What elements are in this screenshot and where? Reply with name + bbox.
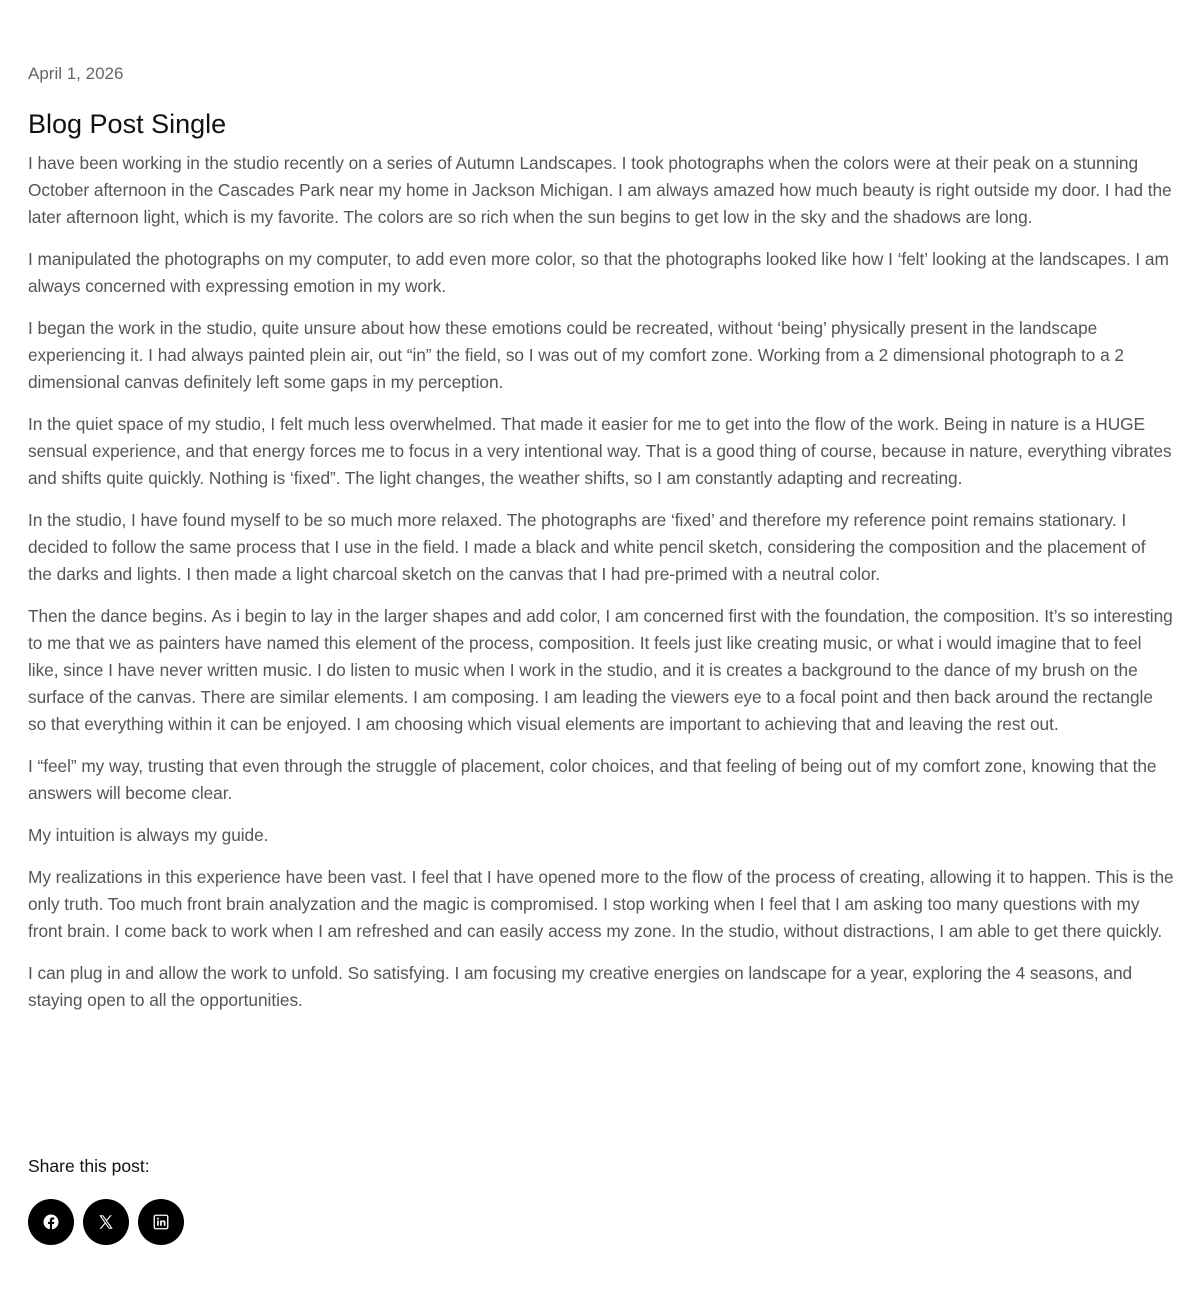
share-label: Share this post: — [28, 1156, 150, 1176]
post-paragraph: My realizations in this experience have been vast. I feel that I have opened more to the flow of the process of creating, allowing it to happen. This is the only truth. Too much front brain analyzation and the magic is compromised. I stop working when I feel that I am asking too many questions with my front brain. I come back to work when I am refreshed and can easily access my zone. In the studio, without distractions, I am able to get there quickly. — [28, 867, 1174, 941]
post-date: April 1, 2026 — [28, 64, 124, 83]
blog-post — [28, 64, 1174, 1029]
post-paragraph: My intuition is always my guide. — [28, 825, 269, 845]
post-body — [28, 150, 1174, 1014]
x-icon — [97, 1213, 115, 1231]
post-paragraph: Then the dance begins. As i begin to lay in the larger shapes and add color, I am concerned first with the foundation, the composition. It’s so interesting to me that we as painters have named this element of the process, composition. It feels just like creating music, or what i would imagine that to feel like, since I have never written music. I do listen to music when I work in the studio, and it is creates a background to the dance of my brush on the surface of the canvas. There are similar elements. I am composing. I am leading the viewers eye to a focal point and then back around the rectangle so that everything within it can be enjoyed. I am choosing which visual elements are important to achieving that and leaving the rest out. — [28, 606, 1173, 734]
share-x-button[interactable] — [83, 1199, 129, 1245]
share-facebook-button[interactable] — [28, 1199, 74, 1245]
post-paragraph: In the quiet space of my studio, I felt much less overwhelmed. That made it easier for me to get into the flow of the work. Being in nature is a HUGE sensual experience, and that energy forces me to focus in a very intentional way. That is a good thing of course, because in nature, everything vibrates and shifts quite quickly. Nothing is ‘fixed”. The light changes, the weather shifts, so I am constantly adapting and recreating. — [28, 414, 1172, 488]
post-paragraph: In the studio, I have found myself to be so much more relaxed. The photographs are ‘fixed’ and therefore my reference point remains stationary. I decided to follow the same process that I use in the field. I made a black and white pencil sketch, considering the composition and the placement of the darks and lights. I then made a light charcoal sketch on the canvas that I had pre-primed with a neutral color. — [28, 510, 1146, 584]
post-paragraph: I “feel” my way, trusting that even through the struggle of placement, color choices, and that feeling of being out of my comfort zone, knowing that the answers will become clear. — [28, 756, 1157, 803]
post-paragraph: I manipulated the photographs on my computer, to add even more color, so that the photographs looked like how I ‘felt’ looking at the landscapes. I am always concerned with expressing emotion in my work. — [28, 249, 1169, 296]
share-linkedin-button[interactable] — [138, 1199, 184, 1245]
linkedin-icon — [152, 1213, 170, 1231]
share-buttons — [28, 1199, 184, 1245]
post-title: Blog Post Single — [28, 109, 227, 139]
post-paragraph: I can plug in and allow the work to unfold. So satisfying. I am focusing my creative energies on landscape for a year, exploring the 4 seasons, and staying open to all the opportunities. — [28, 963, 1133, 1010]
facebook-icon — [42, 1213, 60, 1231]
post-paragraph: I have been working in the studio recently on a series of Autumn Landscapes. I took photographs when the colors were at their peak on a stunning October afternoon in the Cascades Park near my home in Jackson Michigan. I am always amazed how much beauty is right outside my door. I had the later afternoon light, which is my favorite. The colors are so rich when the sun begins to get low in the sky and the shadows are long. — [28, 153, 1172, 227]
post-paragraph: I began the work in the studio, quite unsure about how these emotions could be recreated, without ‘being’ physically present in the landscape experiencing it. I had always painted plein air, out “in” the field, so I was out of my comfort zone. Working from a 2 dimensional photograph to a 2 dimensional canvas definitely left some gaps in my perception. — [28, 318, 1124, 392]
share-section — [28, 1155, 184, 1245]
